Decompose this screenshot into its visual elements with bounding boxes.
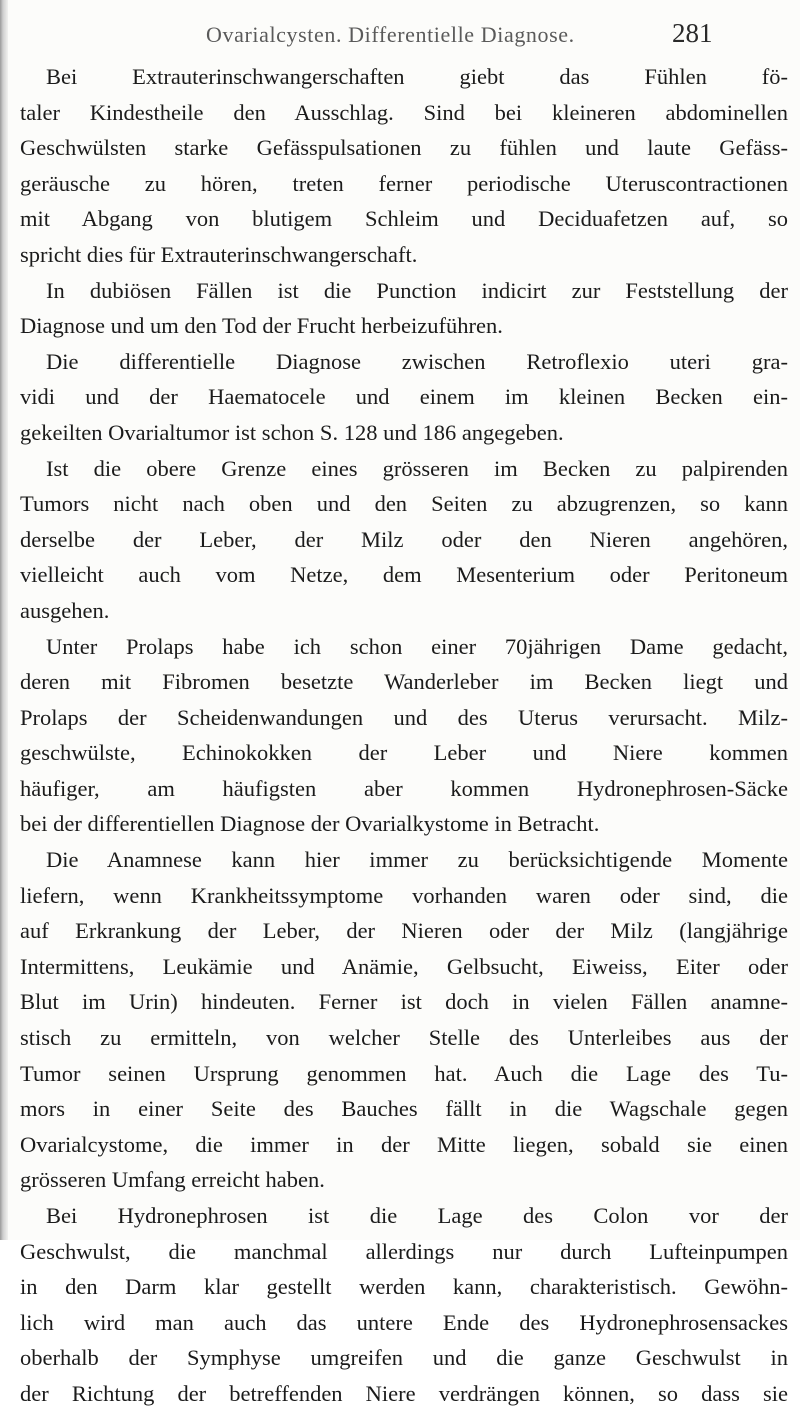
- text-line: mors in einer Seite des Bauches fällt in die Wagschale gegen: [20, 1096, 788, 1122]
- text-line: stisch zu ermitteln, von welcher Stelle des Unterleibes aus der: [20, 1025, 788, 1051]
- text-line: In dubiösen Fällen ist die Punction indicirt zur Feststellung der: [46, 277, 788, 303]
- text-line: mit Abgang von blutigem Schleim und Deciduafetzen auf, so: [20, 206, 788, 232]
- text-line: Geschwülsten starke Gefässpulsationen zu fühlen und laute Gefäss-: [20, 135, 788, 161]
- text-line: derselbe der Leber, der Milz oder den Nieren angehören,: [20, 526, 788, 552]
- text-line: Ovarialcystome, die immer in der Mitte liegen, sobald sie einen: [20, 1131, 788, 1157]
- text-line: Unter Prolaps habe ich schon einer 70jährigen Dame gedacht,: [46, 633, 788, 659]
- text-line: Ist die obere Grenze eines grösseren im Becken zu palpirenden: [46, 455, 788, 481]
- text-line: deren mit Fibromen besetzte Wanderleber im Becken liegt und: [20, 669, 788, 695]
- text-line: vielleicht auch vom Netze, dem Mesenterium oder Peritoneum: [20, 562, 788, 588]
- text-line: gekeilten Ovarialtumor ist schon S. 128 und 186 angegeben.: [20, 419, 564, 445]
- page-number: 281: [672, 18, 713, 48]
- text-line: taler Kindestheile den Ausschlag. Sind bei kleineren abdominellen: [20, 99, 788, 125]
- text-line: Geschwulst, die manchmal allerdings nur durch Lufteinpumpen: [20, 1238, 788, 1264]
- text-line: auf Erkrankung der Leber, der Nieren oder der Milz (langjährige: [20, 918, 788, 944]
- text-line: liefern, wenn Krankheitssymptome vorhanden waren oder sind, die: [20, 882, 788, 908]
- page-gutter-shadow: [0, 0, 8, 1240]
- running-title: Ovarialcysten. Differentielle Diagnose.: [206, 22, 575, 47]
- text-line: Diagnose und um den Tod der Frucht herbeizuführen.: [20, 313, 503, 339]
- text-line: oberhalb der Symphyse umgreifen und die ganze Geschwulst in: [20, 1345, 788, 1371]
- text-line: ausgehen.: [20, 597, 110, 623]
- text-line: geschwülste, Echinokokken der Leber und Niere kommen: [20, 740, 788, 766]
- text-line: Die differentielle Diagnose zwischen Retroflexio uteri gra-: [46, 348, 788, 374]
- text-line: geräusche zu hören, treten ferner periodische Uteruscontractionen: [20, 170, 788, 196]
- text-line: Prolaps der Scheidenwandungen und des Uterus verursacht. Milz-: [20, 704, 788, 730]
- text-line: bei der differentiellen Diagnose der Ovarialkystome in Betracht.: [20, 811, 600, 837]
- text-line: häufiger, am häufigsten aber kommen Hydronephrosen-Säcke: [20, 775, 788, 801]
- text-line: Tumor seinen Ursprung genommen hat. Auch die Lage des Tu-: [20, 1060, 788, 1086]
- text-line: Tumors nicht nach oben und den Seiten zu abzugrenzen, so kann: [20, 491, 788, 517]
- body-text: [20, 59, 788, 1412]
- text-line: grösseren Umfang erreicht haben.: [20, 1167, 325, 1193]
- text-line: der Richtung der betreffenden Niere verdrängen können, so dass sie: [20, 1380, 788, 1406]
- text-line: Bei Extrauterinschwangerschaften giebt das Fühlen fö-: [46, 64, 788, 89]
- text-line: lich wird man auch das untere Ende des Hydronephrosensackes: [20, 1309, 788, 1335]
- running-head: [0, 14, 800, 54]
- text-line: Bei Hydronephrosen ist die Lage des Colon vor der: [46, 1203, 788, 1228]
- text-line: Blut im Urin) hindeuten. Ferner ist doch in vielen Fällen anamne-: [20, 989, 788, 1015]
- text-line: Die Anamnese kann hier immer zu berücksichtigende Momente: [46, 847, 788, 873]
- text-line: in den Darm klar gestellt werden kann, charakteristisch. Gewöhn-: [20, 1274, 788, 1300]
- text-line: vidi und der Haematocele und einem im kleinen Becken ein-: [20, 384, 788, 410]
- text-line: Intermittens, Leukämie und Anämie, Gelbsucht, Eiweiss, Eiter oder: [20, 953, 788, 979]
- text-line: spricht dies für Extrauterinschwangerschaft.: [20, 241, 418, 267]
